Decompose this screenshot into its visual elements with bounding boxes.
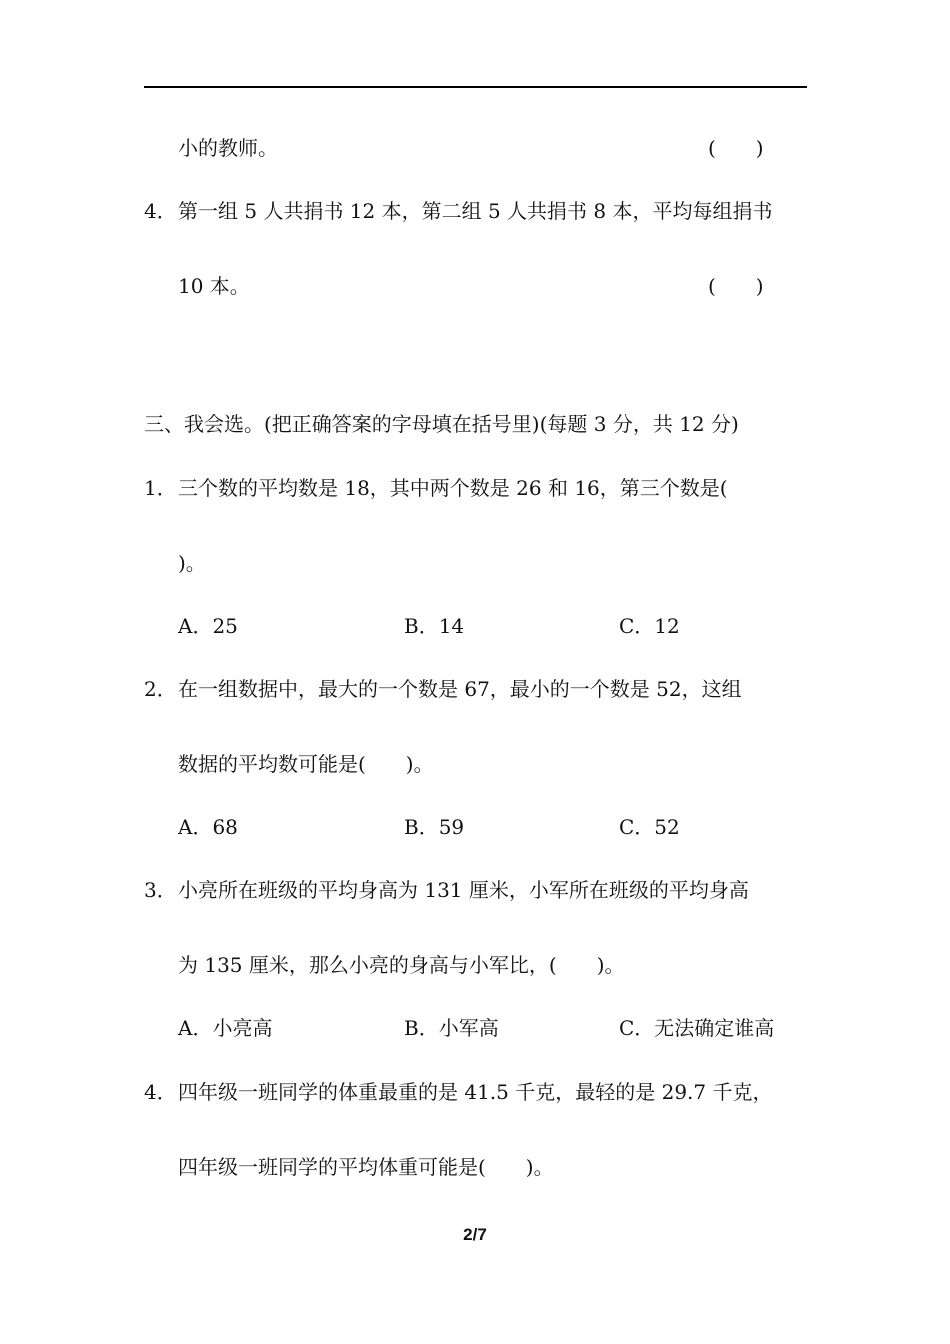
question-text-line2: 为 135 厘米，那么小亮的身高与小军比，( )。	[178, 953, 625, 977]
header-rule	[144, 86, 807, 88]
option-a: A．小亮高	[178, 1016, 273, 1040]
question-number: 1．	[144, 476, 177, 500]
question-text-line1: 四年级一班同学的体重最重的是 41.5 千克，最轻的是 29.7 千克，	[178, 1080, 773, 1104]
option-a: A．68	[178, 815, 238, 839]
question-text-line1: 三个数的平均数是 18，其中两个数是 26 和 16，第三个数是(	[178, 476, 728, 500]
option-a: A．25	[178, 614, 238, 638]
prev-item-tail-text: 小的教师。	[178, 136, 278, 160]
question-text-line1: 小亮所在班级的平均身高为 131 厘米，小军所在班级的平均身高	[178, 878, 749, 902]
option-b: B．小军高	[404, 1016, 499, 1040]
page-number: 2/7	[463, 1225, 487, 1244]
answer-paren: ( )	[708, 274, 764, 298]
option-b: B．14	[404, 614, 465, 638]
option-c: C．12	[619, 614, 680, 638]
question-number: 2．	[144, 677, 177, 701]
question-text-line2: )。	[178, 551, 206, 575]
option-c: C．52	[619, 815, 680, 839]
question-text-line2: 四年级一班同学的平均体重可能是( )。	[178, 1155, 554, 1179]
question-text-line2: 10 本。	[178, 274, 250, 298]
question-text-line1: 在一组数据中，最大的一个数是 67，最小的一个数是 52，这组	[178, 677, 742, 701]
answer-paren: ( )	[708, 136, 764, 160]
question-text-line1: 第一组 5 人共捐书 12 本，第二组 5 人共捐书 8 本，平均每组捐书	[178, 199, 773, 223]
option-c: C．无法确定谁高	[619, 1016, 775, 1040]
section-heading: 三、我会选。(把正确答案的字母填在括号里)(每题 3 分，共 12 分)	[144, 412, 739, 436]
option-b: B．59	[404, 815, 465, 839]
question-number: 4．	[144, 1080, 177, 1104]
question-number: 3．	[144, 878, 177, 902]
question-number: 4．	[144, 199, 177, 223]
question-text-line2: 数据的平均数可能是( )。	[178, 752, 434, 776]
